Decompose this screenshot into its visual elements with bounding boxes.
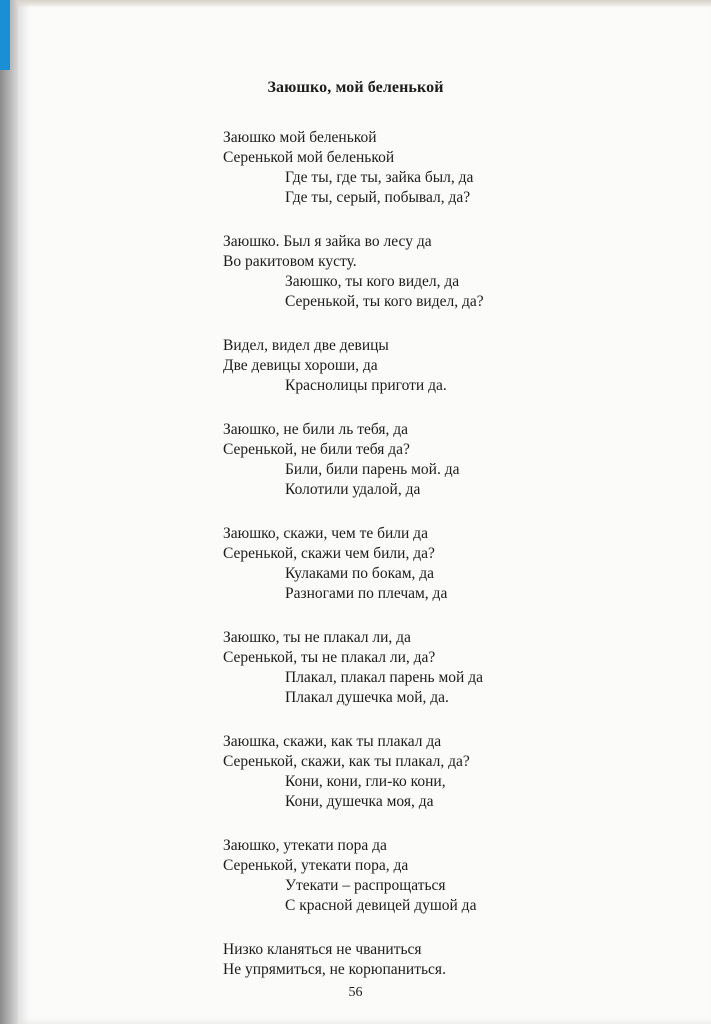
poem-line: Две девицы хороши, да xyxy=(223,357,378,374)
stanza xyxy=(223,940,683,980)
blue-edge-marker xyxy=(0,0,10,70)
poem-line: Заюшко, скажи, чем те били да xyxy=(223,525,428,542)
poem-line: Заюшка, скажи, как ты плакал да xyxy=(223,733,442,750)
poem-line: Кони, душечка моя, да xyxy=(285,793,434,810)
poem-line: Заюшко, ты кого видел, да xyxy=(285,273,460,290)
poem-line: Где ты, где ты, зайка был, да xyxy=(285,169,474,186)
page-number: 56 xyxy=(348,985,363,1000)
poem-line: Заюшко. Был я зайка во лесу да xyxy=(223,233,432,250)
poem-line: Плакал, плакал парень мой да xyxy=(285,669,483,686)
poem-line: Низко кланяться не чваниться xyxy=(223,941,422,958)
stanza xyxy=(223,524,683,604)
poem-line: Серенькой мой беленькой xyxy=(223,149,395,166)
poem-line: Заюшко, не били ль тебя, да xyxy=(223,421,409,438)
poem-line: Во ракитовом кусту. xyxy=(223,253,357,270)
poem-title: Заюшко, мой беленькой xyxy=(267,79,444,96)
poem-line: Краснолицы приготи да. xyxy=(285,377,447,394)
poem-line: Заюшко, утекати пора да xyxy=(223,837,387,854)
stanza xyxy=(223,336,683,396)
stanza xyxy=(223,732,683,812)
stanza xyxy=(223,628,683,708)
poem-line: Серенькой, утекати пора, да xyxy=(223,857,409,874)
stanza xyxy=(223,232,683,312)
poem-line: С красной девицей душой да xyxy=(285,897,477,914)
page-binding-edge xyxy=(0,0,18,1024)
poem-line: Не упрямиться, не корюпаниться. xyxy=(223,961,446,978)
poem-line: Видел, видел две девицы xyxy=(223,337,389,354)
poem-line: Серенькой, скажи чем били, да? xyxy=(223,545,435,562)
stanza xyxy=(223,420,683,500)
poem-line: Серенькой, не били тебя да? xyxy=(223,441,410,458)
poem-line: Кулаками по бокам, да xyxy=(285,565,435,582)
poem-line: Утекати – распрощаться xyxy=(285,877,446,894)
poem-line: Серенькой, ты не плакал ли, да? xyxy=(223,649,436,666)
poem-line: Серенькой, скажи, как ты плакал, да? xyxy=(223,753,470,770)
poem-line: Где ты, серый, побывал, да? xyxy=(285,189,471,206)
stanza xyxy=(223,128,683,208)
top-shadow xyxy=(18,0,711,8)
poem-body xyxy=(223,128,683,1004)
poem-line: Били, били парень мой. да xyxy=(285,461,460,478)
poem-line: Плакал душечка мой, да. xyxy=(285,689,449,706)
poem-line: Кони, кони, гли-ко кони, xyxy=(285,773,446,790)
poem-line: Разногами по плечам, да xyxy=(285,585,448,602)
stanza xyxy=(223,836,683,916)
poem-line: Колотили удалой, да xyxy=(285,481,421,498)
poem-line: Заюшко мой беленькой xyxy=(223,129,377,146)
poem-line: Серенькой, ты кого видел, да? xyxy=(285,293,484,310)
poem-line: Заюшко, ты не плакал ли, да xyxy=(223,629,411,646)
